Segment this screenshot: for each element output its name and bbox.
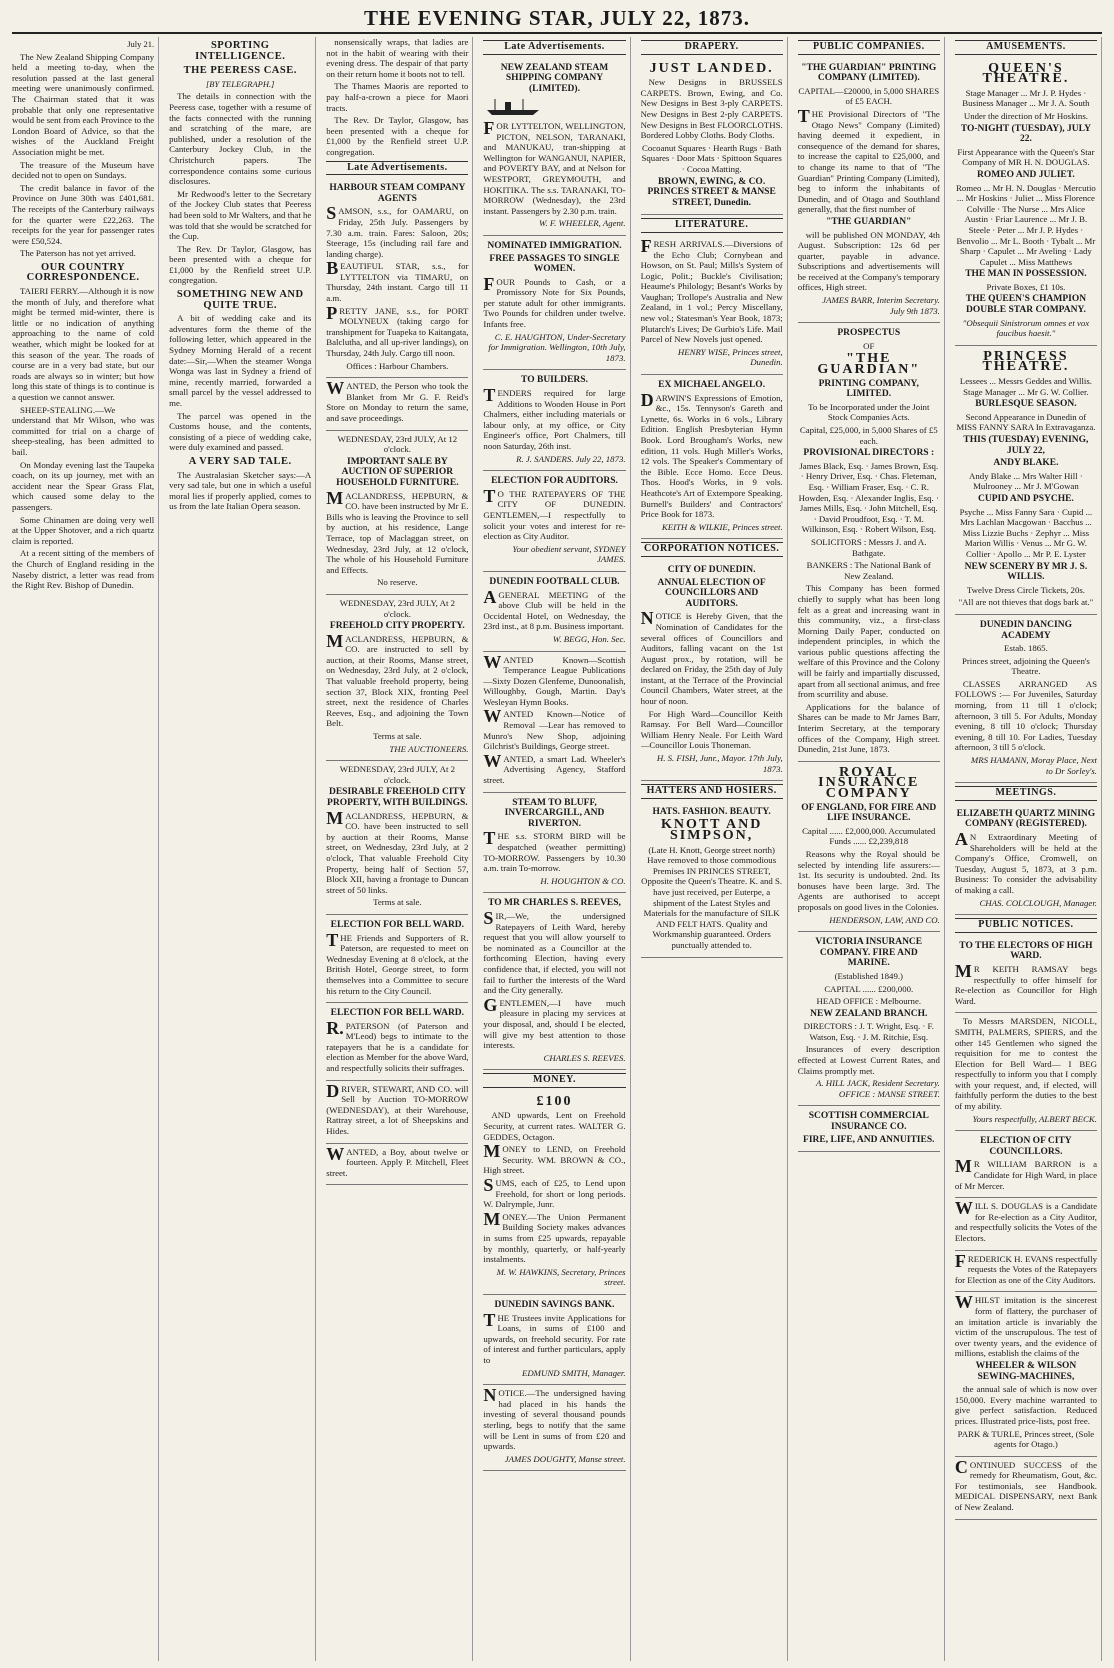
ad-text: Under the direction of Mr Hoskins. xyxy=(963,110,1088,121)
ad-title: NEW ZEALAND STEAM SHIPPING COMPANY (LIMITED). xyxy=(500,62,609,94)
advertisement xyxy=(641,58,783,216)
ad-subtitle: THE QUEEN'S CHAMPION DOUBLE STAR COMPANY. xyxy=(965,294,1087,316)
section-heading: OUR COUNTRY CORRESPONDENCE. xyxy=(26,261,140,284)
ad-text: SAMSON, s.s., for OAMARU, on Friday, 25th July. Passengers by 7.30 a.m. train. Fares: Saloon, 20s; Steerage, 15s (including rail fare and landing charge). xyxy=(326,203,469,259)
ad-title: EX MICHAEL ANGELO. xyxy=(658,380,766,391)
advertisement xyxy=(798,323,940,762)
column-2 xyxy=(169,37,316,1661)
section-heading: SPORTING INTELLIGENCE. xyxy=(195,40,286,62)
advertisement xyxy=(641,802,783,958)
ad-subtitle: PROVISIONAL DIRECTORS : xyxy=(803,448,935,459)
ad-text: WANTED, a smart Lad. Wheeler's Advertising Agency, Stafford street. xyxy=(483,750,626,786)
ad-title: ELECTION FOR AUDITORS. xyxy=(491,476,618,487)
ad-title: ELECTION FOR BELL WARD. xyxy=(330,919,465,930)
advertisement xyxy=(483,471,625,572)
ad-text: MACLANDRESS, HEPBURN, & CO. have been instructed by Mr E. Bills who is leaving the Province to sell by auction, at his residence, Lange Terrace, top of Maclaggan street, on Wednesday, 23rd July, at 12 o'clock, The whole of his Household Furniture and Effects. xyxy=(326,487,469,575)
advertisement xyxy=(641,560,783,781)
ad-list: DIRECTORS : J. T. Wright, Esq. · F. Watson, Esq. · J. M. Ritchie, Esq. xyxy=(803,1021,934,1042)
advertisement xyxy=(955,58,1097,346)
news-paragraph: The Thames Maoris are reported to pay half-a-crown a piece for Maori tracts. xyxy=(326,81,469,113)
ad-text: THE s.s. STORM BIRD will be despatched (weather permitting) TO-MORROW. Passengers by 10.30 a.m. train To-morrow. xyxy=(483,828,626,874)
ad-text: TENDERS required for large Additions to Wooden House in Port Chalmers, either including materials or labour only, at my office, or City Engineer's office, Port Chalmers, till noon Saturday, 26th inst. xyxy=(483,385,626,451)
ad-paper-name: "THE GUARDIAN" xyxy=(826,216,912,227)
ad-subtitle: BURLESQUE SEASON. xyxy=(975,399,1077,410)
ad-text: WHILST imitation is the sincerest form of flattery, the purchaser of an imitation article is invariably the victim of the unscrupulous. The test of over twenty years, and the evidence of millions, establish the claims of the xyxy=(954,1292,1097,1359)
ad-note: Terms at sale. xyxy=(373,731,422,742)
ad-signature: Your obedient servant, SYDNEY JAMES. xyxy=(512,543,626,565)
ad-cast: Andy Blake ... Mrs Walter Hill · Mulrooney ... Mr J. M'Gowan xyxy=(969,470,1083,492)
ad-signature: MRS HAMANN, Moray Place, Next to Dr Sorley's. xyxy=(970,755,1097,776)
ad-text: To Messrs MARSDEN, NICOLL, SMITH, PALMERS, SPIERS, and the other 145 Gentlemen who signed the requisition for me to contest the Election for Bell Ward— I BEG respectfully to inform you that I comply with your request, and, if elected, will faithfully perform the duties to the best of my ability. xyxy=(954,1016,1097,1112)
ad-signature: H. HOUGHTON & CO. xyxy=(540,875,626,886)
ad-title: CITY OF DUNEDIN. xyxy=(667,564,756,575)
advertisement xyxy=(326,761,468,915)
ad-play-title: ANDY BLAKE. xyxy=(993,458,1059,469)
ad-title: SCOTTISH COMMERCIAL INSURANCE CO. xyxy=(808,1111,929,1133)
ad-headline: ROYAL INSURANCE COMPANY xyxy=(818,764,920,801)
advertisement xyxy=(483,893,625,1070)
ad-text: Second Appearance in Dunedin of MISS FANNY SARA In Extravaganza. xyxy=(956,411,1096,433)
ad-text: PRETTY JANE, s.s., for PORT MOLYNEUX (taking cargo for transhipment for Tuapeka to Kaitangata, Balclutha, and all up-river landings), on Thursday, 24th July. Cargo till noon. xyxy=(326,302,469,359)
ad-text: AGENERAL MEETING of the above Club will be held in the Occidental Hotel, on Wednesday, the 23rd inst., at 8 p.m. Business important. xyxy=(483,586,626,632)
ad-text: GENTLEMEN,—I have much pleasure in placing my services at your disposal, and, should I be elected, will give my best attention to those interests. xyxy=(483,994,626,1051)
ad-text: For High Ward—Councillor Keith Ramsay. For Bell Ward—Councillor William Henry Neale. For Leith Ward—Councillor Louis Thoneman. xyxy=(640,708,783,751)
ad-title: STEAM TO BLUFF, INVERCARGILL, AND RIVERTON. xyxy=(504,797,605,829)
section-heading: CORPORATION NOTICES. xyxy=(641,542,783,557)
advertisement xyxy=(955,1457,1097,1520)
ad-list: James Black, Esq. · James Brown, Esq. · Henry Driver, Esq. · Chas. Fleteman, Esq. · William Fraser, Esq. · C. R. Howden, Esq. · Alexander Inglis, Esq. · James Mills, Esq. · John Mitchell, Esq. · David Proudfoot, Esq. · T. M. Wilkinson, Esq. · Robert Wilson, Esq. xyxy=(798,460,939,535)
advertisement xyxy=(798,762,940,932)
section-heading: Late Advertisements. xyxy=(326,161,468,176)
advertisement xyxy=(955,936,1097,1014)
ad-text: MACLANDRESS, HEPBURN, & CO. are instructed to sell by auction, at their Rooms, Manse street, on Wednesday, 23rd July, at 2 o'clock, That valuable freehold property, being section 37, Block XIX, fronting Peel street, next the residence of Charles Reeves, Esq., and adjoining the Town Belt. xyxy=(326,630,469,729)
news-paragraph: The credit balance in favor of the Province on June 30th was £401,681. The receipts of the Canterbury railways for the quarter were £22,263. The receipts for the year for passenger rates were £50,524. xyxy=(12,182,155,246)
ad-headline: QUEEN'S THEATRE. xyxy=(982,60,1070,87)
ad-text: HEAD OFFICE : Melbourne. xyxy=(816,996,922,1007)
news-paragraph: nonsensically wraps, that ladies are not in the habit of wearing with their evening dress. The despair of that party on their return home it boots not to tell. xyxy=(326,37,469,79)
ad-text: MONEY to LEND, on Freehold Security. WM. BROWN & CO., High street. xyxy=(483,1141,626,1176)
ad-title: ELECTION FOR BELL WARD. xyxy=(330,1008,465,1019)
ad-title: NOMINATED IMMIGRATION. xyxy=(487,240,622,251)
advertisement xyxy=(641,375,783,539)
ad-title: IMPORTANT SALE BY AUCTION OF SUPERIOR HOUSEHOLD FURNITURE. xyxy=(336,456,459,488)
advertisement xyxy=(483,652,625,793)
news-paragraph: The parcel was opened in the Customs house, and the contents, consisting of a piece of wedding cake, were duly examined and passed. xyxy=(169,410,312,453)
masthead-rule xyxy=(12,32,1102,34)
ad-title: VICTORIA INSURANCE COMPANY. FIRE AND MARINE. xyxy=(815,937,923,969)
advertisement xyxy=(955,1198,1097,1250)
section-heading: AMUSEMENTS. xyxy=(955,40,1097,55)
advertisement xyxy=(483,236,625,371)
ad-text: AND upwards, Lent on Freehold Security, at current rates. WALTER G. GEDDES, Octagon. xyxy=(483,1110,626,1142)
advertisement xyxy=(483,1091,625,1295)
advertisement xyxy=(326,178,468,378)
ad-date: THIS (TUESDAY) EVENING, JULY 22, xyxy=(963,435,1089,456)
news-paragraph: TAIERI FERRY.—Although it is now the month of July, and therefore what might be termed mid-winter, there is little or no indication of anything approaching to the name of cold weather, which might be looked for at this season of the year. The roads of course are in a very bad state, but our roads are always so in winter; but how long this state of things is to continue is a question we cannot answer. xyxy=(12,286,155,402)
ad-text: FOUR Pounds to Cash, or a Promissory Note for Six Pounds, per statute adult for other immigrants. Two Pounds for children under twelve. Infants free. xyxy=(483,273,626,330)
ad-title: TO THE ELECTORS OF HIGH WARD. xyxy=(959,940,1093,962)
ad-subtitle: NEW SCENERY BY MR J. S. WILLIS. xyxy=(964,561,1088,583)
news-paragraph: The details in connection with the Peeress case, together with a resume of the facts connected with the running and scratching of the mare, are published, under a resolution of the Canterbury Jockey Club, in the Christchurch papers. The correspondence contains some curious disclosures. xyxy=(169,91,312,187)
ad-date: WEDNESDAY, 23rd JULY, At 12 o'clock. xyxy=(337,433,458,455)
ad-signature: JAMES BARR, Interim Secretary. July 9th 1873. xyxy=(822,295,940,316)
ad-title: DUNEDIN SAVINGS BANK. xyxy=(494,1299,615,1310)
ad-title: TO BUILDERS. xyxy=(521,375,588,386)
ad-text: (Established 1849.) xyxy=(834,970,903,981)
ad-text: Applications for the balance of Shares can be made to Mr James Barr, Interim Secretary, at the temporary offices of the Company, High street. Dunedin, 21st June, 1873. xyxy=(797,701,940,755)
ad-date: WEDNESDAY, 23rd JULY, At 2 o'clock. xyxy=(339,764,455,785)
advertisement xyxy=(483,370,625,471)
ad-text: FREDERICK H. EVANS respectfully requests the Votes of the Ratepayers for Election as one of the City Auditors. xyxy=(954,1250,1097,1285)
advertisement xyxy=(326,1081,468,1144)
ad-headline: JUST LANDED. xyxy=(649,60,774,76)
ad-text: R.PATERSON (of Paterson and M'Leod) begs to intimate to the ratepayers that he is a candidate for election as Member for the above Ward, and respectfully solicits their suffrages. xyxy=(326,1017,469,1074)
ad-motto: "All are not thieves that dogs bark at." xyxy=(958,597,1094,608)
ad-headline: PRINCESS THEATRE. xyxy=(982,348,1070,375)
advertisement xyxy=(641,236,783,375)
ad-capital: CAPITAL—£20000, in 5,000 SHARES of £5 EACH. xyxy=(798,85,940,107)
news-paragraph: The New Zealand Shipping Company held a meeting to-day, when the resolution passed at the last general meeting were unanimously confirmed. The Chairman stated that it was probable that only one representative would be sent from each Province to the London Board of Advice, so that the wishes of the Auckland Freight Association might be met. xyxy=(12,51,155,157)
advertisement xyxy=(798,1106,940,1152)
ad-title: WHEELER & WILSON SEWING-MACHINES, xyxy=(975,1360,1077,1382)
article-heading: A VERY SAD TALE. xyxy=(188,455,292,467)
column-5 xyxy=(641,37,788,1661)
article-heading: SOMETHING NEW AND QUITE TRUE. xyxy=(176,289,304,311)
column-6 xyxy=(798,37,945,1661)
section-heading: MEETINGS. xyxy=(955,786,1097,801)
ad-text: WANTED, a Boy, about twelve or fourteen. Apply P. Mitchell, Fleet street. xyxy=(326,1143,469,1178)
advertisement xyxy=(798,58,940,324)
ad-text: Stage Manager ... Mr J. P. Hydes · Business Manager ... Mr J. A. South xyxy=(962,87,1090,109)
ad-signature: M. W. HAWKINS, Secretary, Princes street. xyxy=(496,1266,626,1288)
columns xyxy=(12,37,1102,1661)
section-heading: PUBLIC NOTICES. xyxy=(955,918,1097,933)
ad-text: FOR LYTTELTON, WELLINGTON, PICTON, NELSON, TARANAKI, and MANUKAU, tran-shipping at Wellington for WANGANUI, NAPIER, and POVERTY BAY, and at Nelson for WESTPORT, GREYMOUTH, and HOKITIKA. The s.s. TARANAKI, TO-MORROW (Wednesday), the 23rd instant. Passengers by 2.30 p.m. train. xyxy=(483,117,626,216)
ad-text: will be published ON MONDAY, 4th August. Subscription: 12s 6d per quarter, payable in advance. Subscriptions and advertisements will be received at the Company's temporary offices, High street. xyxy=(797,229,940,293)
advertisement xyxy=(955,1131,1097,1198)
ad-text: Estab. 1865. xyxy=(1004,643,1048,654)
column-3 xyxy=(326,37,473,1661)
ad-text: WANTED Known—Scottish Temperance League Publications—Sixty Dozen Glenfeme, Dunoonalish, Willoughby, Gough, Martin. Day's Wesleyan Hymn Books. xyxy=(483,651,626,707)
ad-text: MACLANDRESS, HEPBURN, & CO. have been instructed to sell by auction at their Rooms, Manse street, on Wednesday, 23rd July, at 2 o'clock, That valuable Freehold City Property, being half of Section 57, Block XII, having a frontage to Duncan street of 50 links. xyxy=(326,807,469,895)
ad-signature: C. E. HAUGHTON, Under-Secretary for Immigration. Wellington, 10th July, 1873. xyxy=(488,331,626,363)
advertisement xyxy=(483,1295,625,1385)
advertisement xyxy=(483,793,625,894)
news-paragraph: On Monday evening last the Taupeka coach, on its up journey, met with an accident near the Spear Grass Flat, which caused some delay to the passengers. xyxy=(12,459,155,512)
news-paragraph: The Paterson has not yet arrived. xyxy=(20,248,136,259)
ad-amount: £100 xyxy=(536,1093,573,1109)
ad-text: New Designs in BRUSSELS CARPETS. Brown, Ewing, and Co. New Designs in Best 3-ply CARPETS. New Designs in Best 2-ply CARPETS. New Designs in Best FLOORCLOTHS. Bordered Lobby Cloths. Body Cloths. xyxy=(640,77,783,141)
ad-text: Lessees ... Messrs Geddes and Willis. Stage Manager ... Mr G. W. Collier. xyxy=(959,376,1092,397)
ad-text: (Late H. Knott, George street north) Have removed to those commodious Premises IN PRINCES STREET, Opposite the Queen's Theatre. K. and S. have just received, per Euterpe, a shipment of the Latest Styles and Materials for the manufacture of SILK AND FELT HATS. Quality and Workmanship guaranteed. Orders punctually attended to. xyxy=(641,844,783,950)
advertisement xyxy=(798,932,940,1106)
column-1 xyxy=(12,37,159,1661)
ad-title: DUNEDIN DANCING ACADEMY xyxy=(979,619,1072,641)
ad-title: TO MR CHARLES S. REEVES, xyxy=(488,898,621,909)
ad-capital: Capital, £25,000, in 5,000 Shares of £5 each. xyxy=(799,425,938,446)
ad-signature: BROWN, EWING, & CO. PRINCES STREET & MANSE STREET, Dunedin. xyxy=(647,176,776,208)
ad-title: "THE GUARDIAN" PRINTING COMPANY (LIMITED). xyxy=(801,62,937,84)
advertisement xyxy=(483,58,625,236)
advertisement xyxy=(326,1003,468,1081)
ad-subtitle: NEW ZEALAND BRANCH. xyxy=(810,1008,928,1019)
ad-text: MONEY.—The Union Permanent Building Society makes advances in sums from £25 upwards, repayable by monthly, quarterly, or half-yearly instalments. xyxy=(483,1208,626,1265)
ad-text: WANTED, the Person who took the Blanket from Mr G. F. Reid's Store on Monday to return the same, and save proceedings. xyxy=(326,378,469,423)
ad-text: Insurances of every description effected at Lowest Current Rates, and Claims promptly met. xyxy=(797,1044,940,1076)
ad-text: DRIVER, STEWART, AND CO. will Sell by Auction TO-MORROW (WEDNESDAY), at their Warehouse, Rattray street, a lot of Sheepskins and Hides. xyxy=(326,1080,469,1137)
ad-title: DESIRABLE FREEHOLD CITY PROPERTY, WITH BUILDINGS. xyxy=(327,787,468,808)
ad-text: Reasons why the Royal should be selected by intending life assurers:— 1st. Its security is undoubted. 2nd. Its bonuses have been large. 3rd. The Agents are authorised to accept proposals on good lives in the Colonies. xyxy=(797,848,940,912)
ad-signature: W. BEGG, Hon. Sec. xyxy=(552,633,626,644)
masthead: THE EVENING STAR, JULY 22, 1873. xyxy=(364,6,750,30)
ad-signature: A. HILL JACK, Resident Secretary. OFFICE : MANSE STREET. xyxy=(815,1078,940,1099)
ad-capital: Capital ...... £2,000,000. Accumulated Funds ...... £2,239,818 xyxy=(802,825,936,847)
ad-text: SOLICITORS : Messrs J. and A. Bathgate. xyxy=(811,536,927,558)
section-heading: LITERATURE. xyxy=(641,218,783,233)
ad-text: CLASSES ARRANGED AS FOLLOWS :— For Juveniles, Saturday morning, from 11 till 1 o'clock; afternoon, 3 till 5. For Adults, Monday evening, 8 till 10 o'clock; Thursday evening, 8 till 10. For Ladies, Tuesday afternoon, 3 till 5 o'clock. xyxy=(954,678,1097,753)
news-paragraph: The Australasian Sketcher says:—A very sad tale, but one in which a useful moral lies if properly applied, comes to us from the late Italian Opera season. xyxy=(169,469,312,512)
ad-date: WEDNESDAY, 23rd JULY, At 2 o'clock. xyxy=(339,597,455,619)
ad-signature: CHAS. COLCLOUGH, Manager. xyxy=(979,897,1097,908)
section-heading: Late Advertisements. xyxy=(483,40,625,55)
news-paragraph: SHEEP-STEALING.—We understand that Mr Wilson, who was committed for trial on a charge of sheep-stealing, has been admitted to bail. xyxy=(12,404,155,457)
ad-play-title: CUPID AND PSYCHE. xyxy=(978,493,1074,504)
advertisement xyxy=(326,431,468,595)
advertisement xyxy=(326,378,468,430)
ad-signature: Yours respectfully, ALBERT BECK. xyxy=(972,1113,1097,1124)
ad-text: WANTED Known—Notice of Removal —Lear has removed to Munro's New Shop, adjoining Gilchrist's Buildings, George street. xyxy=(483,706,626,752)
column-7 xyxy=(955,37,1102,1661)
ad-text: the annual sale of which is now over 150,000. Every machine warranted to give perfect satisfaction. Reduced prices. Illustrated price-lists, post free. xyxy=(954,1384,1097,1426)
ad-text: THE Friends and Supporters of R. Paterson, are requested to meet on Wednesday Evening at 8 o'clock, at the British Hotel, George street, to form themselves into a Committee to secure his return to the City Council. xyxy=(326,929,469,996)
ad-signature: Offices : Harbour Chambers. xyxy=(346,360,449,371)
ad-date: TO-NIGHT (TUESDAY), JULY 22. xyxy=(960,123,1091,145)
news-paragraph: Mr Redwood's letter to the Secretary of the Jockey Club states that Peeress had been sold to Mr Walters, and that he was told that she would be scratched for the Cup. xyxy=(169,188,312,242)
ad-text: First Appearance with the Queen's Star Company of MR H. N. DOUGLAS. xyxy=(957,146,1095,168)
news-paragraph: A bit of wedding cake and its adventures form the theme of the following letter, which appeared in the Sydney Morning Herald of a recent date:—Sir,—When the steamer Wonga Wonga was last in Sydney a friend of mine, recently married, forwarded a small parcel by the vessel addressed to me. xyxy=(169,313,312,408)
advertisement xyxy=(326,915,468,1003)
ad-signature: THE AUCTIONEERS. xyxy=(389,743,469,754)
ad-title: PROSPECTUS xyxy=(837,328,901,339)
advertisement xyxy=(326,1144,468,1186)
news-paragraph: The treasure of the Museum have decided not to open on Sundays. xyxy=(12,159,155,181)
ad-text: This Company has been formed chiefly to supply what has been long felt as a great and increasing want in this community, viz., a first-class Morning Daily Paper, conducted on independent principles, in which the various public questions affecting the welfare of this Province and the Colony will be fairly and impartially discussed, apart from all sectional animus, and free from scurrility and abuse. xyxy=(797,583,940,700)
ad-title: HARBOUR STEAM COMPANY AGENTS xyxy=(329,183,466,204)
advertisement xyxy=(326,595,468,761)
news-paragraph: Some Chinamen are doing very well at the Upper Shotover, and a rich quartz claim is reported. xyxy=(12,514,155,546)
dateline: July 21. xyxy=(127,39,155,49)
ad-text: OF xyxy=(863,340,875,351)
ad-text: CONTINUED SUCCESS of the remedy for Rheumatism, Gout, &c. For testimonials, see Handbook. MEDICAL DISPENSARY, next Bank of New Zealand. xyxy=(954,1456,1097,1513)
news-paragraph: At a recent sitting of the members of the Church of England residing in the Naseby district, a letter was read from the Right Rev. Bishop of Dunedin. xyxy=(12,548,155,591)
ad-play-title: THE MAN IN POSSESSION. xyxy=(965,269,1087,280)
ad-text: Twelve Dress Circle Tickets, 20s. xyxy=(966,584,1085,595)
news-paragraph: The Rev. Dr Taylor, Glasgow, has been presented with a cheque for £1,000 by the Renfield street U.P. congregation. xyxy=(169,243,312,286)
ad-signature: H. S. FISH, Junr., Mayor. 17th July, 1873. xyxy=(656,753,783,774)
advertisement xyxy=(955,804,1097,915)
ad-text: MR KEITH RAMSAY begs respectfully to offer himself for Re-election as Councillor for High Ward. xyxy=(954,960,1097,1006)
ad-text: Private Boxes, £1 10s. xyxy=(986,281,1066,292)
ad-capital: CAPITAL ...... £200,000. xyxy=(824,983,914,994)
section-heading: DRAPERY. xyxy=(641,40,783,55)
ad-title: ELIZABETH QUARTZ MINING COMPANY (REGISTERED). xyxy=(956,808,1096,830)
ad-text: AN Extraordinary Meeting of Shareholders will be held at the Company's Office, Cromwell, on Tuesday, August 5, 1873, at 3 p.m. Business: To consider the advisability of making a call. xyxy=(954,829,1097,895)
ad-text: SUMS, each of £25, to Lend upon Freehold, for short or long periods. W. Dalrymple, Junr. xyxy=(483,1175,626,1210)
ad-text: THE Provisional Directors of "The Otago News" Company (Limited) having deemed it expedient, in consequence of the demand for shares, to increase the capital to £25,000, and to change its name to that of "The Guardian" Printing Company (Limited), beg to inform the inhabitants of Dunedin, and of Otago and Southland generally, that the first number of xyxy=(797,105,940,215)
steamship-icon xyxy=(483,98,543,116)
ad-text: MR WILLIAM BARRON is a Candidate for High Ward, in place of Mr Mercer. xyxy=(954,1156,1097,1191)
ad-text: THE Trustees invite Applications for Loans, in sums of £100 and upwards, on freehold security. For rate of interest and further particulars, apply to xyxy=(483,1309,626,1365)
advertisement xyxy=(955,1251,1097,1293)
ad-text: BEAUTIFUL STAR, s.s., for LYTTELTON via TIMARU, on Thursday, 24th instant. Cargo till 11 a.m. xyxy=(326,258,469,304)
ad-text: Princes street, adjoining the Queen's Theatre. xyxy=(961,655,1090,677)
ad-cast: Romeo ... Mr H. N. Douglas · Mercutio ... Mr Hoskins · Juliet ... Miss Florence Colville · The Nurse ... Mrs Alice Austin · Friar Laurence ... Mr J. B. Steele · Peter ... Mr J. P. Hydes · Benvolio ... Mr L. Booth · Tybalt ... Mr Sharp · Capulet ... Mr Aveling · Lady Capulet ... Miss Matthews xyxy=(956,182,1096,267)
section-heading: PUBLIC COMPANIES. xyxy=(798,40,940,55)
ad-signature: W. F. WHEELER, Agent. xyxy=(538,218,626,229)
ad-title: FREEHOLD CITY PROPERTY. xyxy=(329,621,465,632)
article-heading: THE PEERESS CASE. xyxy=(183,65,297,77)
advertisement xyxy=(955,615,1097,783)
ad-signature: HENRY WISE, Princes street, Dunedin. xyxy=(677,346,783,368)
advertisement xyxy=(955,1013,1097,1131)
ad-note: No reserve. xyxy=(377,577,418,588)
ad-text: FRESH ARRIVALS.—Diversions of the Echo Club; Cornybean and Howson, on St. Paul; Mills's System of Logic, Polit.; Buckle's Civilisation; Heaume's Philology; Besant's Works by Vaughan; Trollope's Australia and New Zealand, in 1 vol.; Percy Miscellany, new vol.; Statesman's Year Book, 1873; Plutarch's Lives; De Gurbio's Life. Mail Parcel of New Novels just opened. xyxy=(640,235,783,345)
ad-signature: HENDERSON, LAW, AND CO. xyxy=(829,914,940,925)
ad-signature: EDMUND SMITH, Manager. xyxy=(521,1367,626,1378)
ad-subtitle: OF ENGLAND, FOR FIRE AND LIFE INSURANCE. xyxy=(801,802,937,824)
column-4 xyxy=(483,37,630,1661)
section-heading: HATTERS AND HOSIERS. xyxy=(641,784,783,799)
article-subheading: [BY TELEGRAPH.] xyxy=(205,78,275,89)
ad-text: BANKERS : The National Bank of New Zealand. xyxy=(806,560,931,581)
ad-signature: JAMES DOUGHTY, Manse street. xyxy=(504,1453,626,1464)
ad-text: TO THE RATEPAYERS OF THE CITY OF DUNEDIN. GENTLEMEN,—I respectfully to solicit your votes and interest for re-election as City Auditor. xyxy=(483,485,626,542)
ad-signature: PARK & TURLE, Princes street, (Sole agents for Otago.) xyxy=(957,1428,1095,1450)
section-heading: MONEY. xyxy=(483,1073,625,1088)
ad-headline: "THE GUARDIAN" xyxy=(817,351,921,378)
ad-subtitle: PRINTING COMPANY, LIMITED. xyxy=(818,378,919,400)
advertisement xyxy=(483,572,625,652)
ad-play-title: ROMEO AND JULIET. xyxy=(977,169,1075,180)
ad-signature: CHARLES S. REEVES. xyxy=(543,1052,626,1063)
ad-headline: KNOTT AND SIMPSON, xyxy=(660,817,763,843)
ad-text: SIR,—We, the undersigned Ratepayers of Leith Ward, hereby request that you will allow yourself to be nominated as a Councillor at the forthcoming Election, having every confidence that, if elected, you will not fail to further the interests of the Ward and the City generally. xyxy=(483,907,626,996)
advertisement xyxy=(955,1292,1097,1456)
ad-subtitle: FIRE, LIFE, AND ANNUITIES. xyxy=(803,1134,935,1145)
ad-subtitle: ANNUAL ELECTION OF COUNCILLORS AND AUDITORS. xyxy=(657,577,766,609)
ad-signature: KEITH & WILKIE, Princes street. xyxy=(661,521,783,532)
ad-text: NOTICE.—The undersigned having had placed in his hands the investing of several thousand pounds sterling, begs to notify that the same will be Lent in sums of from £20 and upwards. xyxy=(483,1385,626,1452)
advertisement xyxy=(955,346,1097,615)
ad-title: HATS. FASHION. BEAUTY. xyxy=(652,806,771,817)
ad-text: DARWIN'S Expressions of Emotion, &c., 15s. Tennyson's Gareth and Lynette, 6s. Works in 6 vols., Library Edition. English Presbyterian Hymn Book. Lord Brougham's Works, new edition, 11 vols. Hugh Miller's Works, 12 vols. The Speaker's Commentary of the Bible. Ecce Homo. Ecce Deus. Thos. Hood's Works, in 9 vols. Heathcote's Art of Extempore Speaking. Burnell's Builders' and Contractors' Price Book for 1873. xyxy=(640,389,783,520)
ad-cast: Psyche ... Miss Fanny Sara · Cupid ... Mrs Lachlan Macgowan · Bacchus ... Miss Lizzie Buchs · Zephyr ... Miss Marion Willis · Venus ... Mr G. W. Collier · Apollo ... Mr P. E. Lyster xyxy=(959,506,1093,559)
news-paragraph: The Rev. Dr Taylor, Glasgow, has been presented with a cheque for £1,000 by the Renfield street U.P. congregation. xyxy=(326,115,469,157)
ad-motto: "Obsequii Sinistrorum omnes et vox faucibus haesit." xyxy=(962,317,1090,339)
ad-subtitle: FREE PASSAGES TO SINGLE WOMEN. xyxy=(489,253,620,275)
ad-list: Cocoanut Squares · Hearth Rugs · Bath Squares · Door Mats · Spittoon Squares · Cocoa Matting. xyxy=(641,142,782,174)
ad-title: ELECTION OF CITY COUNCILLORS. xyxy=(980,1136,1072,1157)
ad-text: To be Incorporated under the Joint Stock Companies Acts. xyxy=(808,401,930,423)
ad-text: WILL S. DOUGLAS is a Candidate for Re-election as a City Auditor, and respectfully solicits the Votes of the Electors. xyxy=(954,1198,1097,1243)
ad-title: DUNEDIN FOOTBALL CLUB. xyxy=(489,576,620,587)
ad-signature: R. J. SANDERS. July 22, 1873. xyxy=(516,453,626,464)
advertisement xyxy=(483,1385,625,1471)
ad-note: Terms at sale. xyxy=(373,897,422,908)
ad-text: NOTICE is Hereby Given, that the Nomination of Candidates for the several offices of Councillors and Auditors, falling vacant on the 1st August prox., by rotation, will be declared on Friday, the 25th day of July instant, at the Terrace of the Provincial Council Chambers, Water street, at the hour of noon. xyxy=(640,608,783,707)
